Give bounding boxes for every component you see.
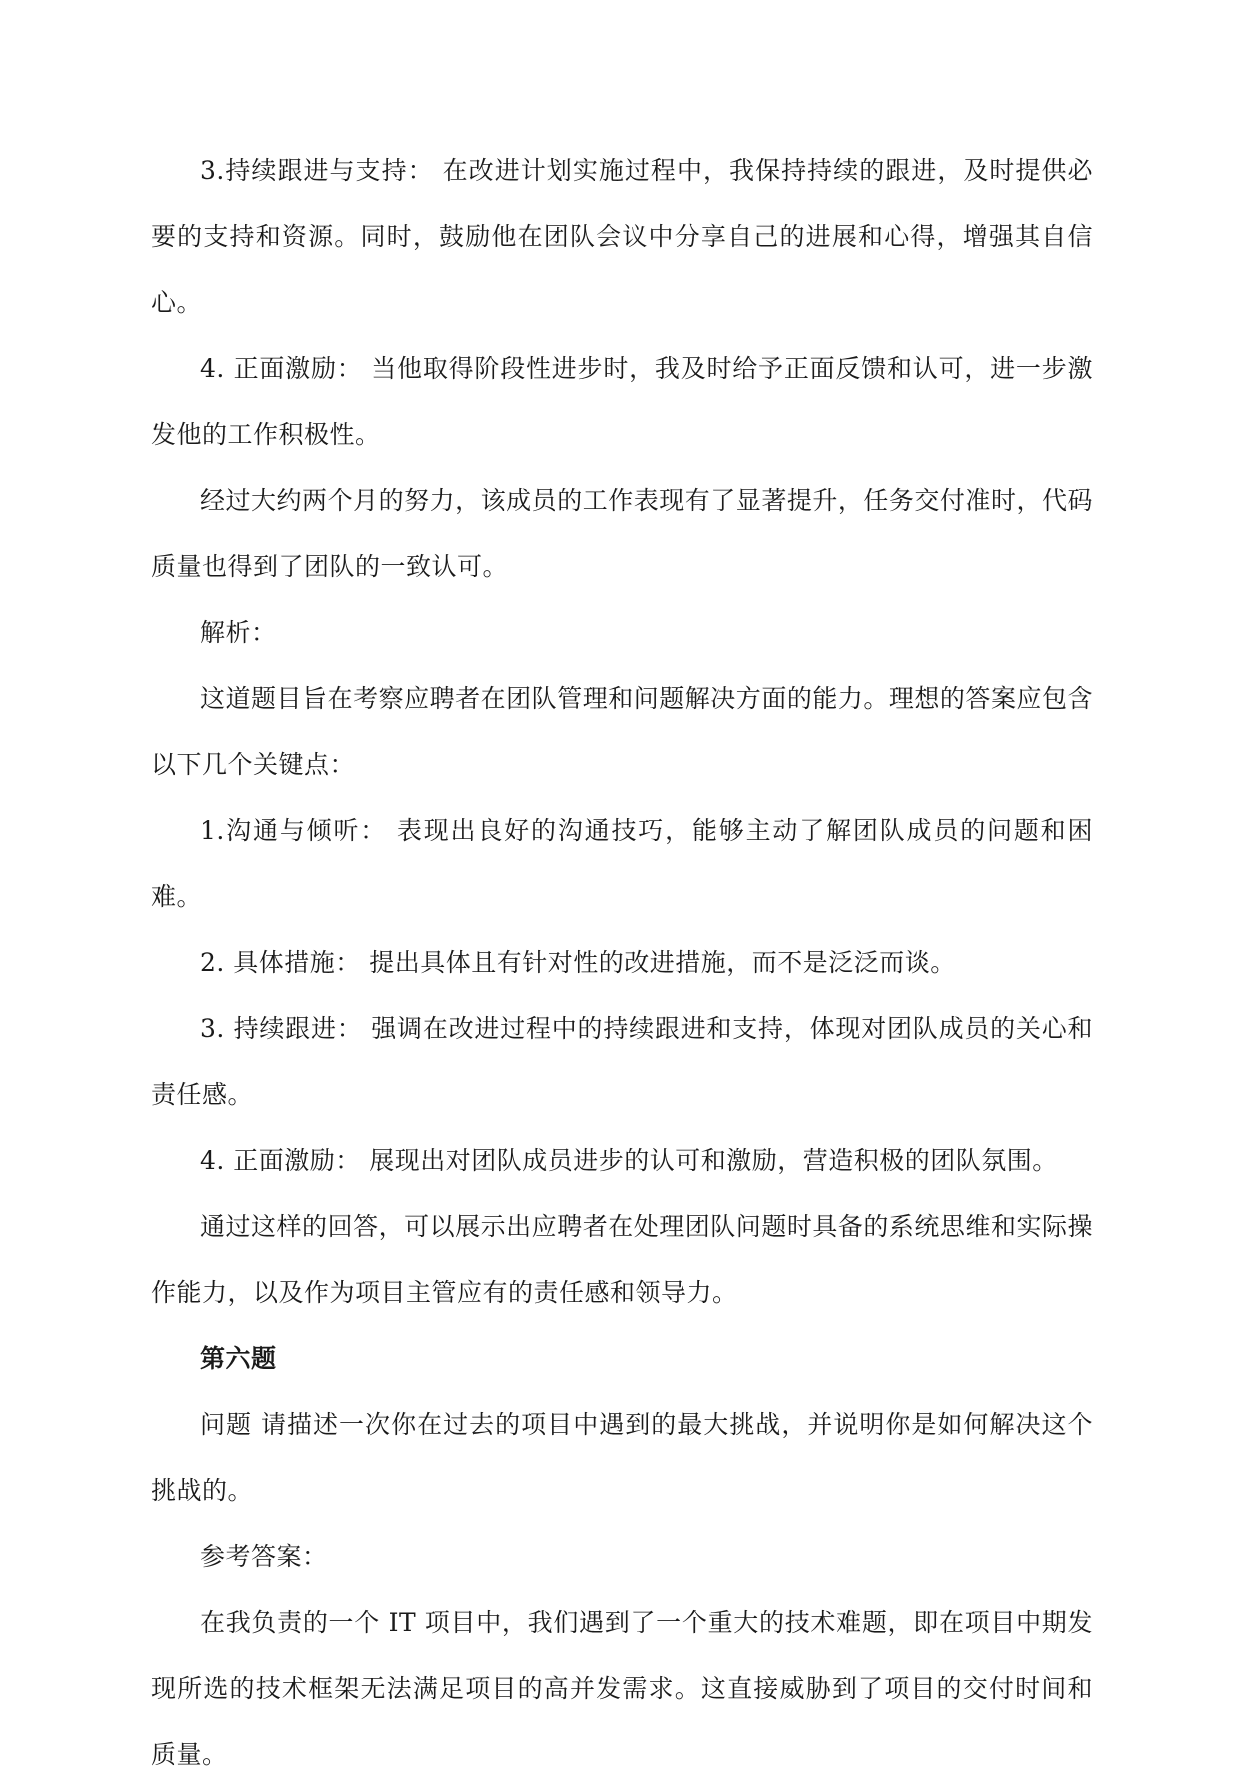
paragraph-key-point-incentive: 4. 正面激励： 展现出对团队成员进步的认可和激励，营造积极的团队氛围。 <box>200 1146 1058 1175</box>
paragraph-followup-support: 3.持续跟进与支持： 在改进计划实施过程中，我保持持续的跟进，及时提供必要的支持和资源。同时，鼓励他在团队会议中分享自己的进展和心得，增强其自信心。 <box>151 156 1093 317</box>
paragraph-key-point-measures: 2. 具体措施： 提出具体且有针对性的改进措施，而不是泛泛而谈。 <box>200 948 956 977</box>
reference-answer-label: 参考答案： <box>200 1542 328 1571</box>
document-page <box>151 138 1093 1788</box>
paragraph-reference-answer: 在我负责的一个 IT 项目中，我们遇到了一个重大的技术难题，即在项目中期发现所选的技术框架无法满足项目的高并发需求。这直接威胁到了项目的交付时间和质量。 <box>151 1608 1093 1769</box>
analysis-label: 解析： <box>200 618 277 647</box>
paragraph-analysis-intro: 这道题目旨在考察应聘者在团队管理和问题解决方面的能力。理想的答案应包含以下几个关键点： <box>151 684 1093 779</box>
paragraph-key-point-communication: 1.沟通与倾听： 表现出良好的沟通技巧，能够主动了解团队成员的问题和困难。 <box>151 816 1093 911</box>
paragraph-key-point-followup: 3. 持续跟进： 强调在改进过程中的持续跟进和支持，体现对团队成员的关心和责任感。 <box>151 1014 1093 1109</box>
section-heading: 第六题 <box>200 1344 277 1373</box>
paragraph-positive-incentive: 4. 正面激励： 当他取得阶段性进步时，我及时给予正面反馈和认可，进一步激发他的工作积极性。 <box>151 354 1093 449</box>
paragraph-outcome: 经过大约两个月的努力，该成员的工作表现有了显著提升，任务交付准时，代码质量也得到了团队的一致认可。 <box>151 486 1093 581</box>
paragraph-analysis-conclusion: 通过这样的回答，可以展示出应聘者在处理团队问题时具备的系统思维和实际操作能力，以及作为项目主管应有的责任感和领导力。 <box>151 1212 1093 1307</box>
paragraph-question: 问题 请描述一次你在过去的项目中遇到的最大挑战，并说明你是如何解决这个挑战的。 <box>151 1410 1093 1505</box>
